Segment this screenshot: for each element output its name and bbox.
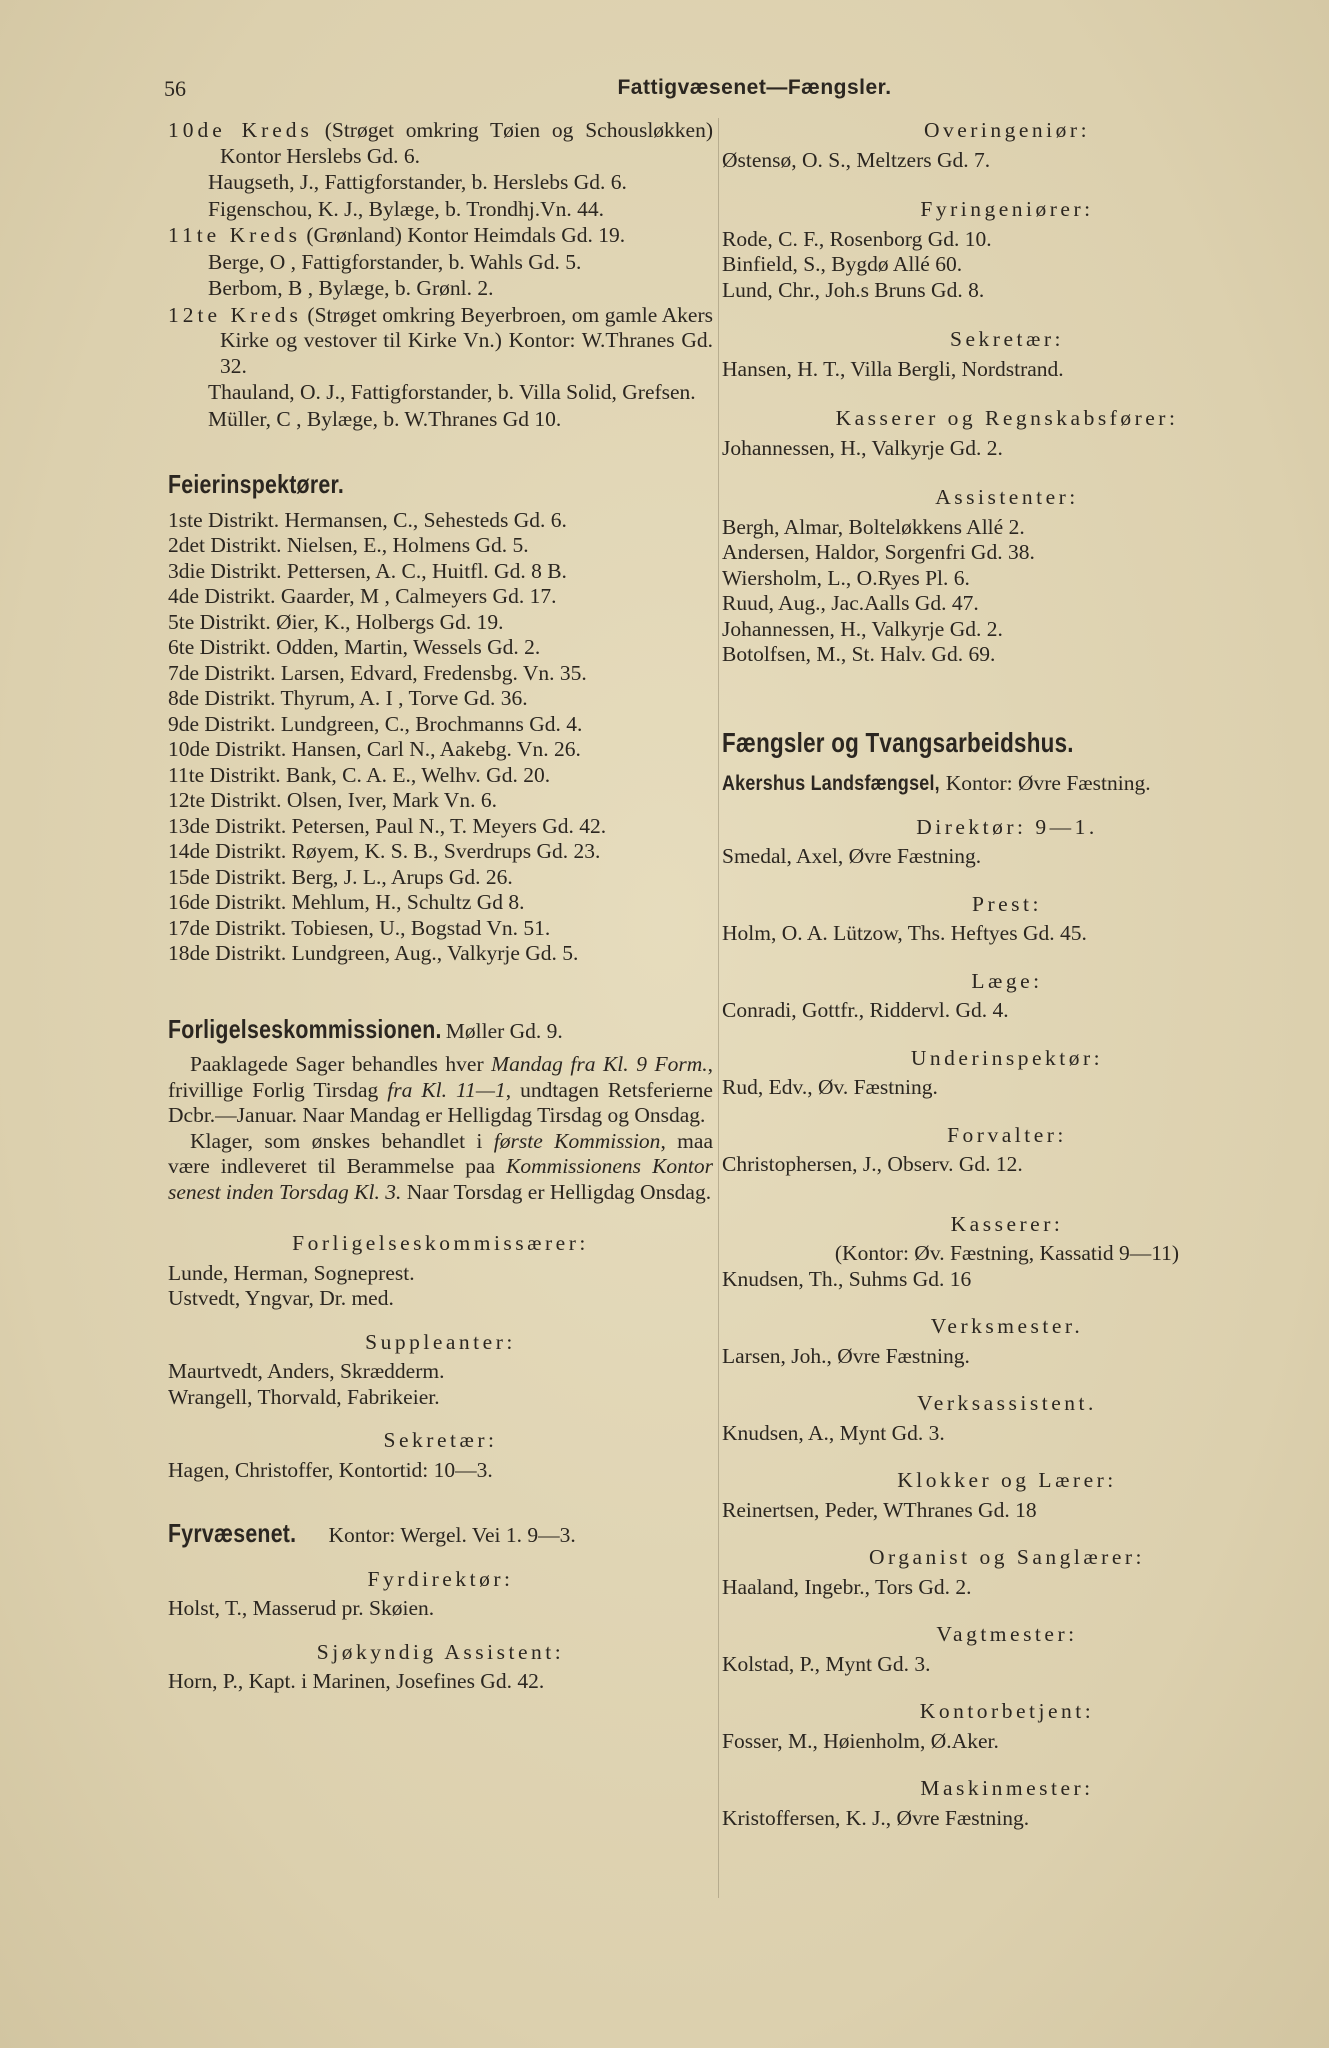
list-item: Bergh, Almar, Bolteløkkens Allé 2. bbox=[722, 514, 1025, 539]
list-item: Binfield, S., Bygdø Allé 60. bbox=[722, 252, 963, 276]
kreds-person: Müller, C , Bylæge, b. W.Thranes Gd 10. bbox=[208, 406, 562, 431]
page-number: 56 bbox=[164, 76, 186, 101]
list-item: Reinertsen, Peder, WThranes Gd. 18 bbox=[722, 1497, 1037, 1522]
list-item: Holm, O. A. Lützow, Ths. Heftyes Gd. 45. bbox=[722, 921, 1087, 945]
forligelse-sub-heading: Forligelseskommissærer: bbox=[292, 1231, 589, 1255]
list-item: 16de Distrikt. Mehlum, H., Schultz Gd 8. bbox=[168, 890, 525, 914]
list-item: 7de Distrikt. Larsen, Edvard, Fredensbg. Vn. 35. bbox=[168, 660, 587, 685]
fyr-address: Kontor: Wergel. Vei 1. 9—3. bbox=[328, 1523, 576, 1547]
running-title: Fattigvæsenet—Fængsler. bbox=[617, 76, 892, 99]
group-heading: Sekretær: bbox=[950, 327, 1064, 351]
list-item: Johannessen, H., Valkyrje Gd. 2. bbox=[722, 435, 1003, 460]
list-item: 4de Distrikt. Gaarder, M , Calmeyers Gd. 17. bbox=[168, 584, 557, 608]
group-heading: Overingeniør: bbox=[923, 118, 1091, 142]
list-item: Kristoffersen, K. J., Øvre Fæstning. bbox=[722, 1805, 1030, 1830]
group-heading: Verksassistent. bbox=[917, 1391, 1097, 1415]
group-heading: Kontorbetjent: bbox=[919, 1699, 1095, 1723]
list-item: Conradi, Gottfr., Riddervl. Gd. 4. bbox=[722, 998, 1009, 1022]
feier-list bbox=[168, 508, 713, 967]
list-item: 2det Distrikt. Nielsen, E., Holmens Gd. 5. bbox=[168, 533, 529, 557]
forligelse-address: Møller Gd. 9. bbox=[445, 1018, 563, 1043]
list-item: 13de Distrikt. Petersen, Paul N., T. Meyers Gd. 42. bbox=[168, 813, 607, 838]
list-item: Christophersen, J., Observ. Gd. 12. bbox=[722, 1152, 1023, 1176]
list-item: 17de Distrikt. Tobiesen, U., Bogstad Vn. 51. bbox=[168, 915, 551, 940]
list-item: Kolstad, P., Mynt Gd. 3. bbox=[722, 1651, 931, 1676]
list-item: Holst, T., Masserud pr. Skøien. bbox=[168, 1596, 435, 1620]
forligelse-sub-heading: Sekretær: bbox=[383, 1428, 498, 1452]
list-item: 6te Distrikt. Odden, Martin, Wessels Gd. 2. bbox=[168, 635, 541, 659]
list-item: 8de Distrikt. Thyrum, A. I , Torve Gd. 36. bbox=[168, 686, 528, 710]
group-heading: Verksmester. bbox=[930, 1314, 1084, 1338]
list-item: 10de Distrikt. Hansen, Carl N., Aakebg. Vn. 26. bbox=[168, 737, 581, 761]
group-heading: Fyringeniører: bbox=[920, 197, 1094, 221]
list-item: Botolfsen, M., St. Halv. Gd. 69. bbox=[722, 642, 996, 666]
feier-heading: Feierinspektører. bbox=[168, 469, 345, 499]
page-header bbox=[160, 76, 1269, 110]
list-item: Wiersholm, L., O.Ryes Pl. 6. bbox=[722, 565, 970, 590]
forligelse-heading: Forligelseskommissionen. bbox=[168, 1013, 442, 1044]
group-heading: Kasserer og Regnskabsfører: bbox=[835, 406, 1179, 430]
list-item: Lunde, Herman, Sogneprest. bbox=[168, 1260, 415, 1285]
forligelse-heading-wrap bbox=[168, 1013, 713, 1045]
list-item: 9de Distrikt. Lundgreen, C., Brochmanns Gd. 4. bbox=[168, 711, 583, 736]
group-heading: Organist og Sanglærer: bbox=[868, 1545, 1146, 1569]
kreds-entry: 10de Kreds (Strøget omkring Tøien og Schousløkken) Kontor Herslebs Gd. 6. bbox=[168, 118, 713, 168]
group-heading: Direktør: 9—1. bbox=[916, 814, 1098, 839]
forligelse-paragraph-1: Paaklagede Sager behandles hver Mandag fra Kl. 9 Form., frivillige Forlig Tirsdag fra Kl. 11—1, undtagen Retsferierne Dcbr.—Januar. Naar Mandag er Helligdag Tirsdag og Onsdag. bbox=[168, 1052, 713, 1127]
list-item: Larsen, Joh., Øvre Fæstning. bbox=[722, 1343, 970, 1368]
fyr-sub-heading: Fyrdirektør: bbox=[367, 1566, 514, 1591]
list-item: Rode, C. F., Rosenborg Gd. 10. bbox=[722, 226, 992, 251]
list-item: (Kontor: Øv. Fæstning, Kassatid 9—11) bbox=[834, 1241, 1180, 1265]
group-heading: Klokker og Lærer: bbox=[897, 1468, 1117, 1492]
list-item: 5te Distrikt. Øier, K., Holbergs Gd. 19. bbox=[168, 609, 504, 634]
list-item: 14de Distrikt. Røyem, K. S. B., Sverdrups Gd. 23. bbox=[168, 839, 601, 863]
list-item: Smedal, Axel, Øvre Fæstning. bbox=[722, 844, 982, 868]
fyr-heading: Fyrvæsenet. bbox=[168, 1518, 297, 1548]
list-item: 3die Distrikt. Pettersen, A. C., Huitfl. Gd. 8 B. bbox=[168, 558, 567, 583]
kreds-person: Thauland, O. J., Fattigforstander, b. Villa Solid, Grefsen. bbox=[208, 380, 696, 404]
list-item: Andersen, Haldor, Sorgenfri Gd. 38. bbox=[722, 540, 1035, 564]
akershus-name: Akershus Landsfængsel, bbox=[722, 772, 940, 795]
list-item: Lund, Chr., Joh.s Bruns Gd. 8. bbox=[722, 277, 985, 302]
group-heading: Kasserer: bbox=[950, 1211, 1064, 1236]
list-item: Hansen, H. T., Villa Bergli, Nordstrand. bbox=[722, 356, 1064, 381]
list-item: Knudsen, Th., Suhms Gd. 16 bbox=[722, 1266, 972, 1291]
list-item: 1ste Distrikt. Hermansen, C., Sehesteds Gd. 6. bbox=[168, 507, 567, 532]
list-item: Ustvedt, Yngvar, Dr. med. bbox=[168, 1286, 394, 1310]
list-item: Maurtvedt, Anders, Skrædderm. bbox=[168, 1359, 445, 1383]
group-heading: Assistenter: bbox=[935, 485, 1079, 509]
group-heading: Prest: bbox=[972, 891, 1042, 916]
group-heading: Vagtmester: bbox=[936, 1622, 1078, 1646]
list-item: Rud, Edv., Øv. Fæstning. bbox=[722, 1075, 938, 1099]
list-item: Hagen, Christoffer, Kontortid: 10—3. bbox=[168, 1457, 493, 1482]
forligelse-paragraph-2: Klager, som ønskes behandlet i første Kommission, maa være indleveret til Berammelse paa Kommissionens Kontor senest inden Torsdag Kl. 3. Naar Torsdag er Helligdag Onsdag. bbox=[168, 1128, 713, 1204]
list-item: Haaland, Ingebr., Tors Gd. 2. bbox=[722, 1574, 972, 1599]
left-column bbox=[168, 118, 713, 1695]
list-item: Østensø, O. S., Meltzers Gd. 7. bbox=[722, 147, 991, 172]
list-item: Knudsen, A., Mynt Gd. 3. bbox=[722, 1420, 945, 1445]
kreds-entry: 12te Kreds (Strøget omkring Beyerbroen, om gamle Akers Kirke og vestover til Kirke Vn.) Kontor: W.Thranes Gd. 32. bbox=[168, 302, 713, 378]
list-item: 12te Distrikt. Olsen, Iver, Mark Vn. 6. bbox=[168, 788, 497, 812]
list-item: Johannessen, H., Valkyrje Gd. 2. bbox=[722, 616, 1003, 641]
fyr-sub-heading: Sjøkyndig Assistent: bbox=[316, 1639, 565, 1664]
group-heading: Læge: bbox=[971, 968, 1043, 993]
group-heading: Maskinmester: bbox=[920, 1776, 1094, 1800]
list-item: 11te Distrikt. Bank, C. A. E., Welhv. Gd. 20. bbox=[168, 762, 551, 787]
faengsler-heading: Fængsler og Tvangsarbeidshus. bbox=[722, 726, 1074, 758]
kreds-person: Berbom, B , Bylæge, b. Grønl. 2. bbox=[208, 276, 494, 300]
akershus-line bbox=[722, 771, 1292, 797]
list-item: 15de Distrikt. Berg, J. L., Arups Gd. 26. bbox=[168, 864, 513, 889]
group-heading: Forvalter: bbox=[947, 1122, 1067, 1147]
group-heading: Underinspektør: bbox=[910, 1045, 1104, 1070]
kreds-entry: 11te Kreds (Grønland) Kontor Heimdals Gd. 19. bbox=[168, 223, 626, 247]
fyr-heading-wrap bbox=[168, 1518, 713, 1549]
kreds-person: Figenschou, K. J., Bylæge, b. Trondhj.Vn. 44. bbox=[208, 196, 604, 221]
list-item: Horn, P., Kapt. i Marinen, Josefines Gd. 42. bbox=[168, 1669, 545, 1693]
akershus-office: Kontor: Øvre Fæstning. bbox=[940, 771, 1151, 795]
column-divider bbox=[718, 118, 719, 1898]
kreds-person: Berge, O , Fattigforstander, b. Wahls Gd. 5. bbox=[208, 249, 582, 274]
faengsler-heading-wrap bbox=[722, 726, 1292, 758]
list-item: Fosser, M., Høienholm, Ø.Aker. bbox=[722, 1728, 999, 1753]
list-item: Wrangell, Thorvald, Fabrikeier. bbox=[168, 1384, 440, 1409]
forligelse-sub-heading: Suppleanter: bbox=[365, 1329, 516, 1354]
right-column bbox=[722, 118, 1292, 1831]
feier-heading-wrap bbox=[168, 469, 713, 499]
list-item: Ruud, Aug., Jac.Aalls Gd. 47. bbox=[722, 591, 979, 615]
list-item: 18de Distrikt. Lundgreen, Aug., Valkyrje Gd. 5. bbox=[168, 941, 579, 965]
kreds-person: Haugseth, J., Fattigforstander, b. Herslebs Gd. 6. bbox=[208, 170, 627, 194]
